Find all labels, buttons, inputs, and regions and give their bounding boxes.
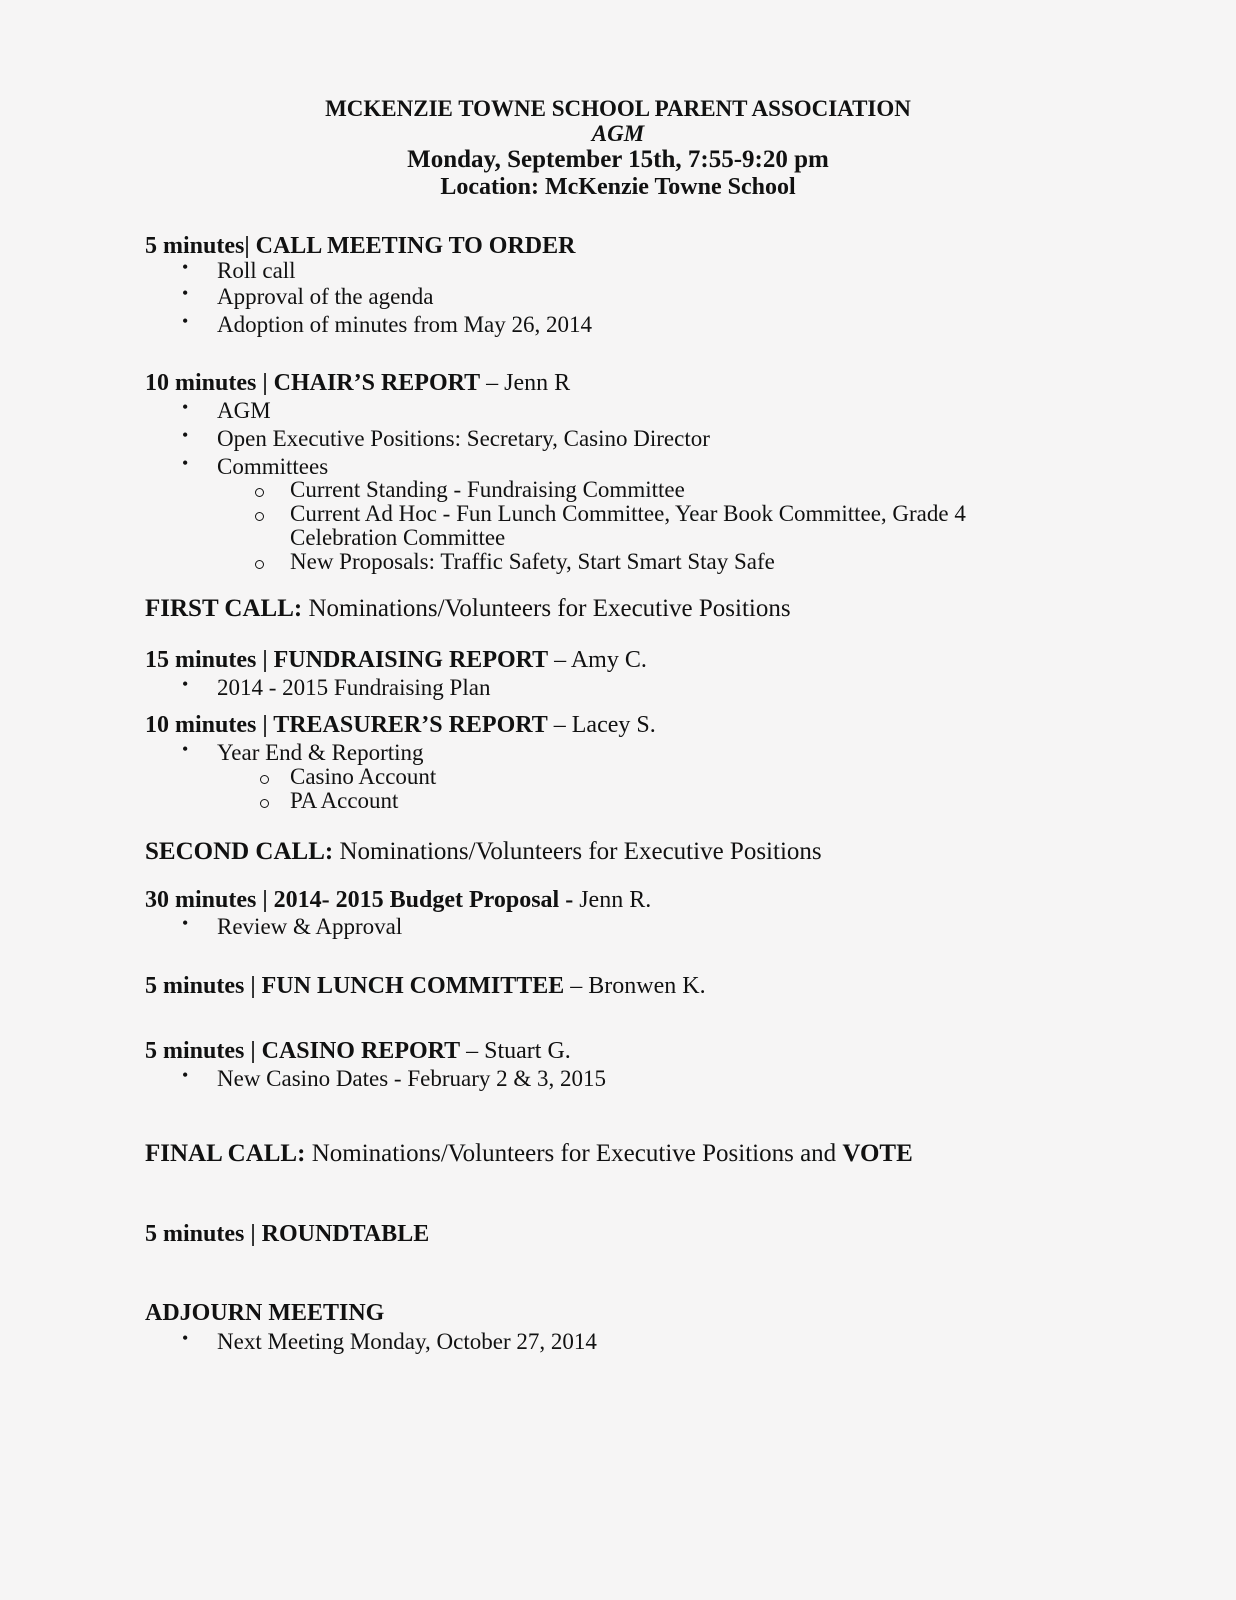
call-text: Nominations/Volunteers for Executive Positions and	[305, 1140, 843, 1167]
section-title: ROUNDTABLE	[261, 1221, 430, 1247]
sub-bullet-icon	[260, 799, 269, 808]
call-label: SECOND CALL:	[145, 838, 334, 865]
call-label: FIRST CALL:	[145, 595, 303, 622]
list-item: AGM	[217, 398, 271, 423]
section-presenter: Jenn R.	[573, 887, 652, 913]
list-item: Roll call	[217, 258, 296, 283]
sub-bullet-icon	[255, 488, 264, 497]
second-call	[145, 838, 822, 866]
bullet-icon: •	[182, 453, 189, 473]
bullet-icon: •	[182, 311, 189, 331]
bullet-icon: •	[182, 739, 189, 759]
first-call	[145, 595, 791, 623]
section-title: TREASURER’S REPORT	[273, 712, 548, 738]
sub-bullet-icon	[255, 512, 264, 521]
meeting-location: Location: McKenzie Towne School	[440, 174, 796, 200]
section-time: 15 minutes |	[145, 647, 274, 673]
section-title: CALL MEETING TO ORDER	[255, 233, 576, 259]
section-presenter: – Jenn R	[480, 370, 571, 396]
list-item: New Casino Dates - February 2 & 3, 2015	[217, 1066, 607, 1091]
bullet-icon: •	[182, 1328, 189, 1348]
meeting-type: AGM	[591, 121, 645, 146]
sub-list-item: PA Account	[290, 788, 399, 813]
section-budget-proposal	[145, 887, 651, 914]
bullet-icon: •	[182, 425, 189, 445]
sub-list-item-continued: Celebration Committee	[290, 525, 506, 550]
section-time: 5 minutes |	[145, 1038, 262, 1064]
bullet-icon: •	[182, 257, 189, 277]
section-time: 10 minutes |	[145, 712, 274, 738]
section-presenter: – Lacey S.	[547, 712, 656, 738]
section-fun-lunch-committee	[145, 973, 706, 1000]
section-time: 5 minutes |	[145, 1221, 262, 1247]
section-presenter: – Amy C.	[548, 647, 647, 673]
bullet-icon: •	[182, 674, 189, 694]
list-item: Committees	[217, 454, 329, 479]
section-title: FUN LUNCH COMMITTEE	[261, 973, 565, 999]
sub-bullet-icon	[255, 560, 264, 569]
section-title: ADJOURN MEETING	[145, 1300, 385, 1326]
list-item: Approval of the agenda	[217, 284, 434, 309]
call-text: Nominations/Volunteers for Executive Positions	[302, 595, 791, 622]
section-adjourn-meeting	[145, 1300, 384, 1327]
organization-title: MCKENZIE TOWNE SCHOOL PARENT ASSOCIATION	[325, 96, 911, 121]
bullet-icon: •	[182, 913, 189, 933]
final-call	[145, 1140, 913, 1168]
sub-list-item: Casino Account	[290, 764, 437, 789]
section-roundtable	[145, 1221, 429, 1248]
meeting-date-time: Monday, September 15th, 7:55-9:20 pm	[407, 146, 829, 173]
sub-list-item: New Proposals: Traffic Safety, Start Smart Stay Safe	[290, 549, 775, 574]
list-item: Adoption of minutes from May 26, 2014	[217, 312, 592, 337]
sub-list-item: Current Standing - Fundraising Committee	[290, 477, 685, 502]
bullet-icon: •	[182, 1065, 189, 1085]
section-title: CHAIR’S REPORT	[273, 370, 481, 396]
section-fundraising-report	[145, 647, 647, 674]
vote-label: VOTE	[842, 1140, 913, 1167]
section-time: 5 minutes |	[145, 973, 262, 999]
section-title: CASINO REPORT	[261, 1038, 461, 1064]
section-chairs-report	[145, 370, 570, 397]
section-presenter: – Bronwen K.	[564, 973, 706, 999]
section-presenter: – Stuart G.	[460, 1038, 571, 1064]
call-label: FINAL CALL:	[145, 1140, 306, 1167]
call-text: Nominations/Volunteers for Executive Positions	[333, 838, 822, 865]
list-item: 2014 - 2015 Fundraising Plan	[217, 675, 491, 700]
list-item: Year End & Reporting	[217, 740, 424, 765]
section-title: 2014- 2015 Budget Proposal -	[273, 887, 574, 913]
section-title: FUNDRAISING REPORT	[273, 647, 549, 673]
sub-bullet-icon	[260, 775, 269, 784]
bullet-icon: •	[182, 283, 189, 303]
list-item: Next Meeting Monday, October 27, 2014	[217, 1329, 597, 1354]
section-time: 10 minutes |	[145, 370, 274, 396]
list-item: Review & Approval	[217, 914, 403, 939]
section-treasurers-report	[145, 712, 656, 739]
list-item: Open Executive Positions: Secretary, Casino Director	[217, 426, 710, 451]
sub-list-item: Current Ad Hoc - Fun Lunch Committee, Year Book Committee, Grade 4	[290, 501, 966, 526]
section-time: 30 minutes |	[145, 887, 274, 913]
section-time: 5 minutes|	[145, 233, 256, 259]
section-casino-report	[145, 1038, 571, 1065]
section-call-to-order	[145, 233, 575, 260]
bullet-icon: •	[182, 397, 189, 417]
